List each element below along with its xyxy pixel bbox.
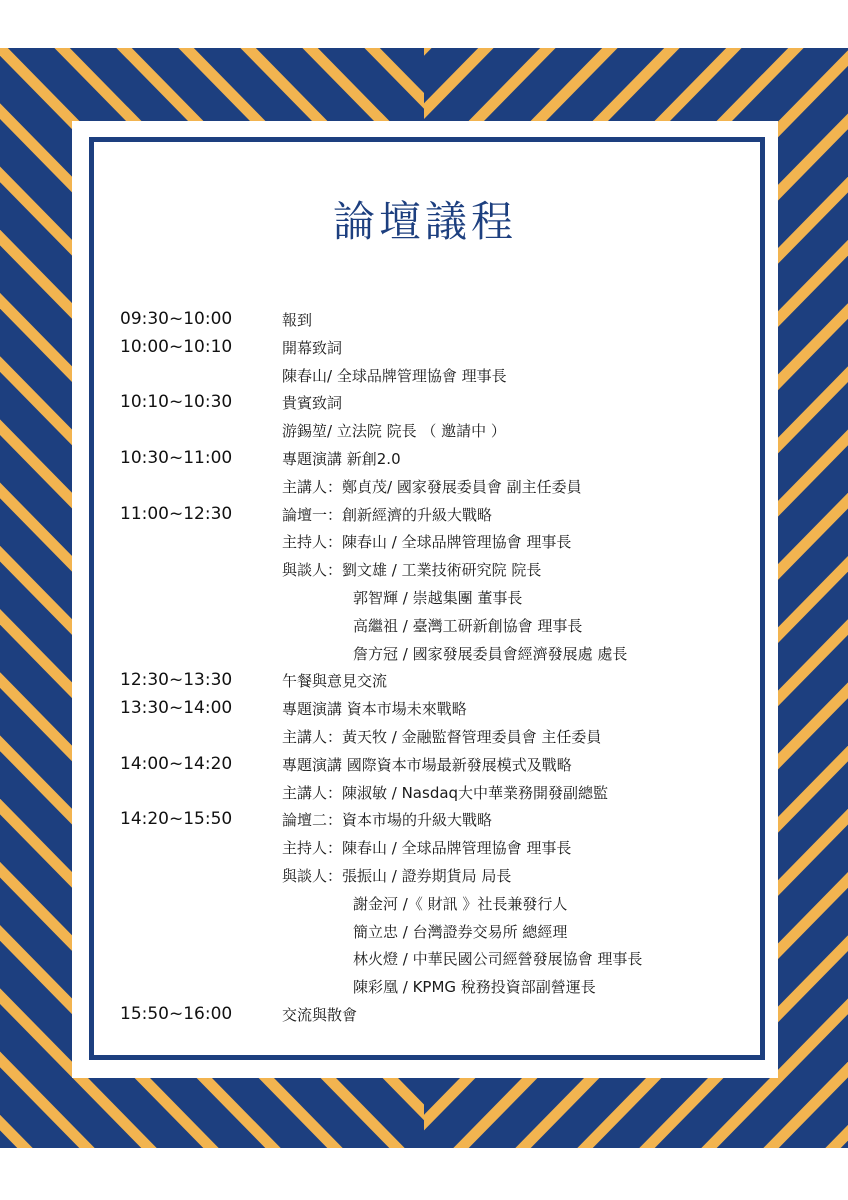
agenda-row — [120, 696, 760, 724]
agenda-time: 15:50~16:00 — [120, 1003, 233, 1024]
bottom-white-band — [0, 1148, 848, 1200]
agenda-card — [72, 121, 778, 1078]
agenda-row — [120, 724, 760, 752]
agenda-row — [120, 1002, 760, 1030]
agenda-text: 報到 — [282, 311, 313, 329]
agenda-row — [120, 335, 760, 363]
agenda-row — [120, 529, 760, 557]
agenda-text: 午餐與意見交流 — [282, 672, 388, 691]
agenda-row — [120, 780, 760, 808]
agenda-text: 論壇二：資本市場的升級大戰略 — [282, 811, 493, 830]
agenda-text: 游錫堃/ 立法院 院長 （ 邀請中 ） — [282, 422, 506, 441]
agenda-text: 詹方冠 / 國家發展委員會經濟發展處 處長 — [353, 644, 628, 663]
agenda-text: 簡立忠 / 台灣證券交易所 總經理 — [353, 922, 568, 941]
agenda-time: 09:30~10:00 — [120, 309, 233, 329]
agenda-row — [120, 307, 760, 335]
agenda-row — [120, 807, 760, 835]
agenda-row — [120, 474, 760, 502]
agenda-row — [120, 446, 760, 474]
agenda-row — [120, 668, 760, 696]
agenda-row — [120, 557, 760, 585]
agenda-row — [120, 363, 760, 391]
agenda-row — [120, 946, 760, 974]
agenda-text: 主持人：陳春山 / 全球品牌管理協會 理事長 — [282, 533, 572, 552]
agenda-text: 與談人：劉文雄 / 工業技術研究院 院長 — [282, 561, 542, 580]
agenda-text: 陳彩凰 / KPMG 稅務投資部副營運長 — [353, 978, 596, 997]
agenda-row — [120, 502, 760, 530]
top-white-band — [0, 0, 848, 48]
agenda-text: 貴賓致詞 — [282, 394, 343, 413]
agenda-time: 10:00~10:10 — [120, 336, 233, 357]
agenda-text: 高繼祖 / 臺灣工研新創協會 理事長 — [353, 616, 583, 635]
agenda-row — [120, 974, 760, 1002]
agenda-row — [120, 752, 760, 780]
agenda-text: 主持人：陳春山 / 全球品牌管理協會 理事長 — [282, 839, 572, 858]
agenda-time: 14:00~14:20 — [120, 753, 233, 774]
agenda-row — [120, 418, 760, 446]
agenda-text: 林火燈 / 中華民國公司經營發展協會 理事長 — [353, 950, 643, 969]
agenda-time: 10:10~10:30 — [120, 392, 233, 413]
agenda-row — [120, 863, 760, 891]
agenda-time: 13:30~14:00 — [120, 698, 233, 719]
agenda-text: 主講人：鄭貞茂/ 國家發展委員會 副主任委員 — [282, 477, 582, 496]
agenda-list — [120, 307, 760, 1030]
agenda-text: 郭智輝 / 崇越集團 董事長 — [353, 588, 523, 607]
agenda-time: 14:20~15:50 — [120, 809, 233, 830]
agenda-time: 12:30~13:30 — [120, 670, 233, 691]
agenda-text: 專題演講 資本市場未來戰略 — [282, 700, 467, 719]
page-title: 論壇議程 — [332, 197, 517, 246]
agenda-row — [120, 641, 760, 669]
agenda-row — [120, 585, 760, 613]
agenda-text: 主講人：黃天牧 / 金融監督管理委員會 主任委員 — [282, 727, 602, 746]
agenda-time: 11:00~12:30 — [120, 503, 233, 524]
agenda-row — [120, 919, 760, 947]
agenda-text: 論壇一：創新經濟的升級大戰略 — [282, 505, 493, 524]
agenda-time: 10:30~11:00 — [120, 447, 233, 468]
agenda-row — [120, 613, 760, 641]
agenda-row — [120, 390, 760, 418]
agenda-row — [120, 835, 760, 863]
agenda-text: 主講人：陳淑敏 / Nasdaq大中華業務開發副總監 — [282, 783, 609, 802]
agenda-text: 交流與散會 — [282, 1005, 358, 1024]
agenda-text: 陳春山/ 全球品牌管理協會 理事長 — [282, 366, 507, 385]
agenda-text: 專題演講 新創2.0 — [282, 449, 401, 468]
agenda-text: 專題演講 國際資本市場最新發展模式及戰略 — [282, 755, 572, 774]
agenda-row — [120, 891, 760, 919]
agenda-text: 與談人：張振山 / 證券期貨局 局長 — [282, 866, 512, 885]
agenda-text: 開幕致詞 — [282, 338, 343, 357]
agenda-text: 謝金河 /《 財訊 》社長兼發行人 — [353, 894, 568, 913]
